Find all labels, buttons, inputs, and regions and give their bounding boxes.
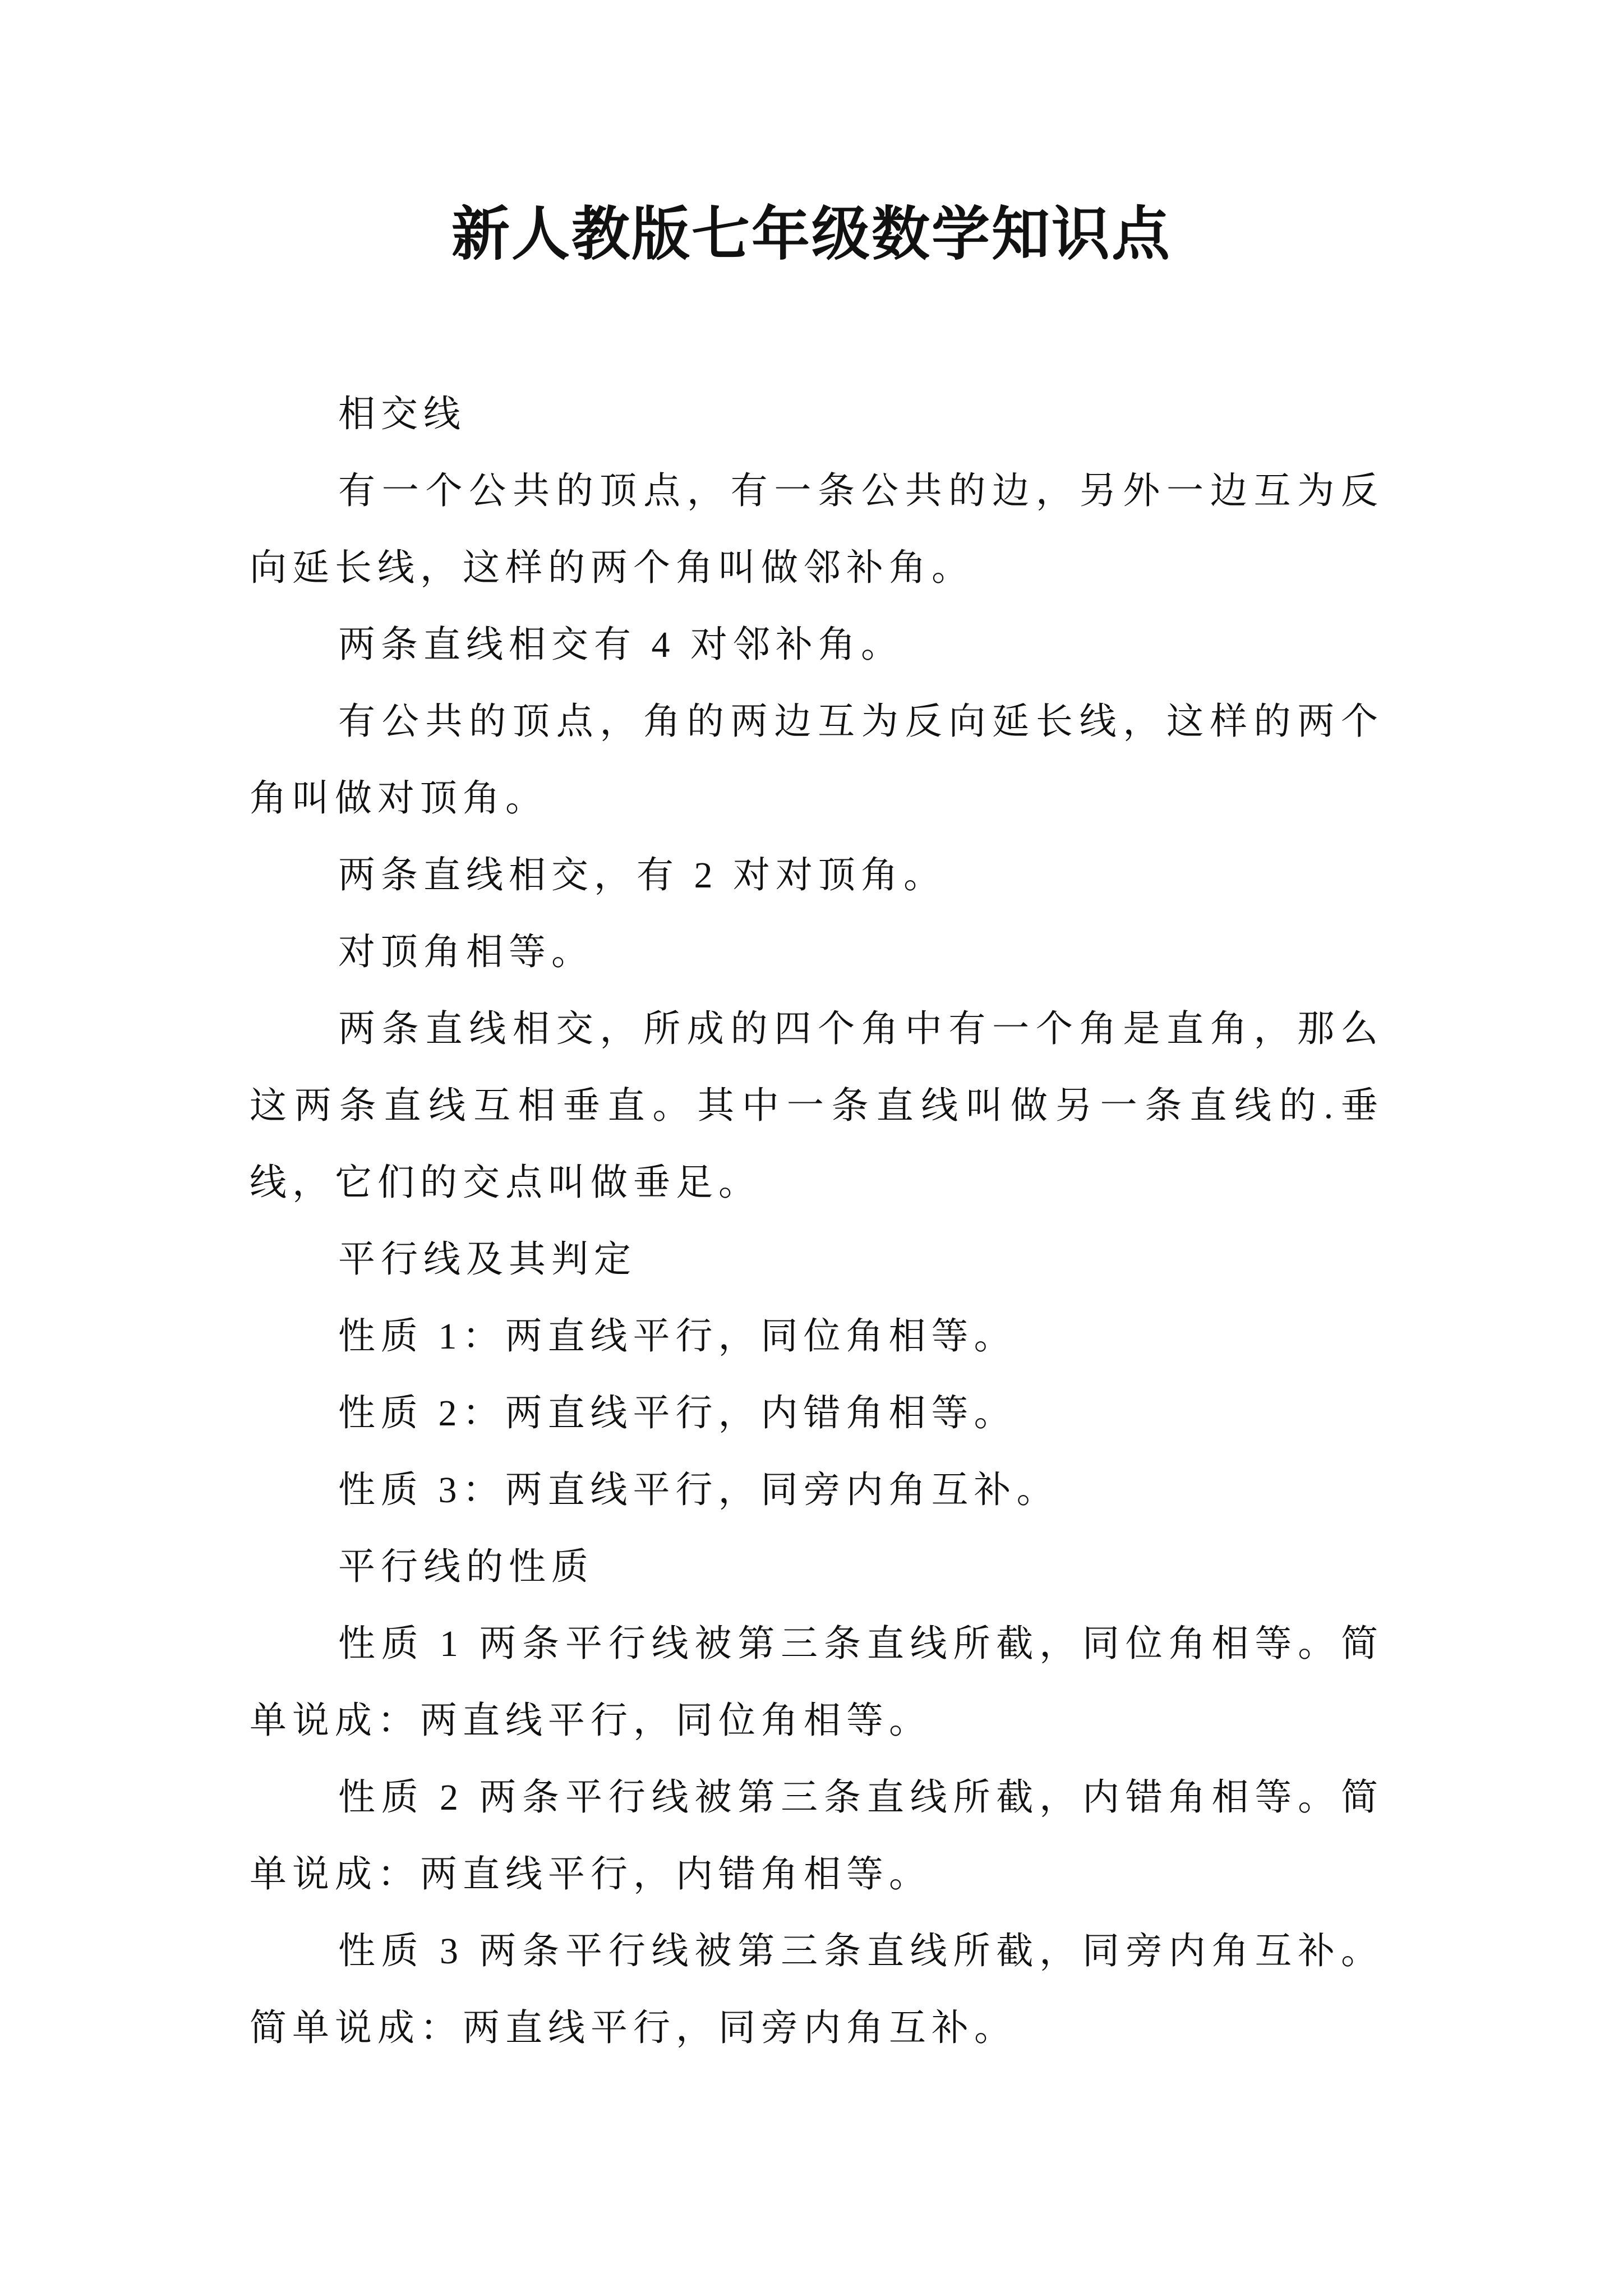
section-heading xyxy=(250,1529,1384,1605)
paragraph xyxy=(250,683,1384,837)
paragraph-line: 性质 3 两条平行线被第三条直线所截，同旁内角互补。 xyxy=(338,1931,1384,1972)
paragraph-line: 单说成：两直线平行，内错角相等。 xyxy=(250,1854,932,1895)
paragraph-line: 性质 1 两条平行线被第三条直线所截，同位角相等。简 xyxy=(338,1623,1384,1664)
paragraph-line: 性质 2：两直线平行，内错角相等。 xyxy=(338,1393,1017,1434)
section-heading-text: 相交线 xyxy=(338,394,466,435)
paragraph-line: 性质 1：两直线平行，同位角相等。 xyxy=(338,1316,1017,1357)
paragraph-line: 这两条直线互相垂直。其中一条直线叫做另一条直线的.垂 xyxy=(250,1085,1384,1126)
section-heading-text: 平行线的性质 xyxy=(338,1547,594,1588)
paragraph-line: 对顶角相等。 xyxy=(338,932,594,973)
paragraph xyxy=(250,1913,1384,2067)
paragraph xyxy=(250,1759,1384,1913)
section-heading xyxy=(250,1221,1384,1298)
paragraph xyxy=(250,453,1384,606)
paragraph xyxy=(250,606,1384,683)
paragraph-line: 向延长线，这样的两个角叫做邻补角。 xyxy=(250,547,974,588)
section-heading-text: 平行线及其判定 xyxy=(338,1239,637,1280)
paragraph-line: 简单说成：两直线平行，同旁内角互补。 xyxy=(250,2008,1017,2049)
paragraph xyxy=(250,1298,1384,1375)
paragraph-line: 有一个公共的顶点，有一条公共的边，另外一边互为反 xyxy=(338,471,1384,512)
paragraph-line: 两条直线相交有 4 对邻补角。 xyxy=(338,624,903,665)
paragraph xyxy=(250,914,1384,991)
paragraph-line: 性质 3：两直线平行，同旁内角互补。 xyxy=(338,1470,1059,1511)
paragraph xyxy=(250,1452,1384,1529)
section-heading xyxy=(250,376,1384,453)
paragraph-line: 角叫做对顶角。 xyxy=(250,778,548,819)
document-title: 新人教版七年级数学知识点 xyxy=(451,203,1172,267)
paragraph-line: 线，它们的交点叫做垂足。 xyxy=(250,1162,761,1203)
paragraph-line: 两条直线相交，所成的四个角中有一个角是直角，那么 xyxy=(338,1009,1384,1050)
paragraph xyxy=(250,1375,1384,1452)
paragraph xyxy=(250,991,1384,1221)
paragraph xyxy=(250,837,1384,914)
paragraph xyxy=(250,1605,1384,1759)
document-body xyxy=(250,376,1384,2067)
paragraph-line: 两条直线相交，有 2 对对顶角。 xyxy=(338,855,946,896)
paragraph-line: 单说成：两直线平行，同位角相等。 xyxy=(250,1700,932,1741)
paragraph-line: 性质 2 两条平行线被第三条直线所截，内错角相等。简 xyxy=(338,1777,1384,1818)
paragraph-line: 有公共的顶点，角的两边互为反向延长线，这样的两个 xyxy=(338,701,1384,742)
